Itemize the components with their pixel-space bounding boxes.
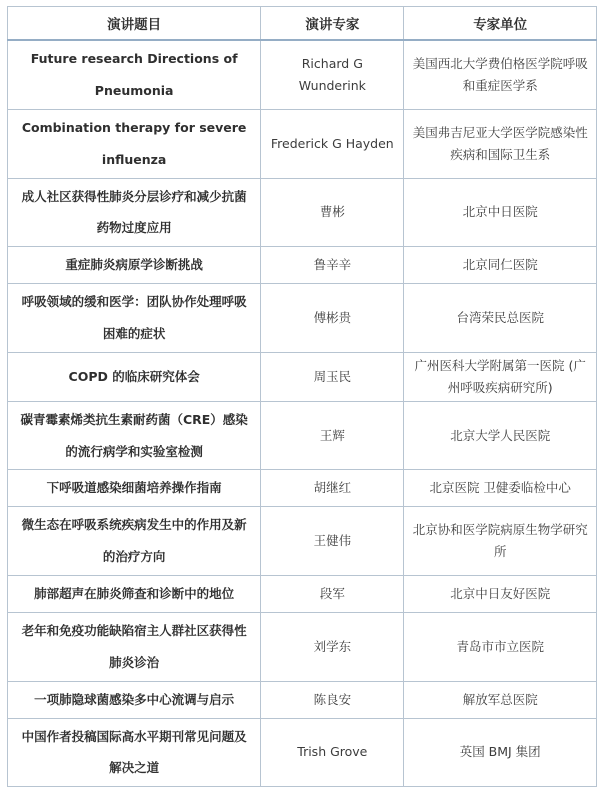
speaker-org-cell: 北京大学人民医院 — [404, 401, 597, 470]
table-body — [8, 40, 597, 787]
speaker-org-cell: 北京中日友好医院 — [404, 576, 597, 613]
column-header-org: 专家单位 — [404, 7, 597, 41]
speaker-name-cell: Trish Grove — [261, 718, 404, 787]
talk-title-cell: 重症肺炎病原学诊断挑战 — [8, 247, 261, 284]
speaker-name-cell: Frederick G Hayden — [261, 109, 404, 178]
table-row — [8, 612, 597, 681]
speaker-name-cell: Richard G Wunderink — [261, 40, 404, 109]
column-header-speaker: 演讲专家 — [261, 7, 404, 41]
talk-title-cell: 一项肺隐球菌感染多中心流调与启示 — [8, 681, 261, 718]
speaker-name-cell: 刘学东 — [261, 612, 404, 681]
talk-title-cell: COPD 的临床研究体会 — [8, 352, 261, 401]
speaker-name-cell: 段军 — [261, 576, 404, 613]
speaker-org-cell: 广州医科大学附属第一医院 (广州呼吸疾病研究所) — [404, 352, 597, 401]
speaker-name-cell: 胡继红 — [261, 470, 404, 507]
talk-title-cell: 下呼吸道感染细菌培养操作指南 — [8, 470, 261, 507]
table-row — [8, 718, 597, 787]
column-header-title: 演讲题目 — [8, 7, 261, 41]
speaker-org-cell: 英国 BMJ 集团 — [404, 718, 597, 787]
speaker-name-cell: 鲁辛辛 — [261, 247, 404, 284]
talk-title-cell: 碳青霉素烯类抗生素耐药菌（CRE）感染的流行病学和实验室检测 — [8, 401, 261, 470]
speaker-org-cell: 美国西北大学费伯格医学院呼吸和重症医学系 — [404, 40, 597, 109]
speaker-org-cell: 解放军总医院 — [404, 681, 597, 718]
speaker-name-cell: 王健伟 — [261, 507, 404, 576]
talk-title-cell: 中国作者投稿国际高水平期刊常见问题及解决之道 — [8, 718, 261, 787]
table-row — [8, 507, 597, 576]
table-row — [8, 247, 597, 284]
table-row — [8, 401, 597, 470]
speaker-org-cell: 北京协和医学院病原生物学研究所 — [404, 507, 597, 576]
table-row — [8, 470, 597, 507]
speaker-org-cell: 北京同仁医院 — [404, 247, 597, 284]
table-row — [8, 284, 597, 353]
table-row — [8, 40, 597, 109]
talk-title-cell: 成人社区获得性肺炎分层诊疗和减少抗菌药物过度应用 — [8, 178, 261, 247]
table-header — [8, 7, 597, 41]
table-row — [8, 352, 597, 401]
speaker-org-cell: 北京中日医院 — [404, 178, 597, 247]
speaker-name-cell: 陈良安 — [261, 681, 404, 718]
talk-title-cell: 老年和免疫功能缺陷宿主人群社区获得性肺炎诊治 — [8, 612, 261, 681]
talk-title-cell: Combination therapy for severe influenza — [8, 109, 261, 178]
talk-title-cell: 呼吸领域的缓和医学：团队协作处理呼吸困难的症状 — [8, 284, 261, 353]
speaker-name-cell: 王辉 — [261, 401, 404, 470]
table-row — [8, 681, 597, 718]
speaker-name-cell: 傅彬贵 — [261, 284, 404, 353]
speaker-org-cell: 台湾荣民总医院 — [404, 284, 597, 353]
speakers-table — [7, 6, 597, 787]
speaker-org-cell: 美国弗吉尼亚大学医学院感染性疾病和国际卫生系 — [404, 109, 597, 178]
speaker-name-cell: 周玉民 — [261, 352, 404, 401]
talk-title-cell: 肺部超声在肺炎筛查和诊断中的地位 — [8, 576, 261, 613]
talk-title-cell: Future research Directions of Pneumonia — [8, 40, 261, 109]
table-row — [8, 576, 597, 613]
speaker-org-cell: 北京医院 卫健委临检中心 — [404, 470, 597, 507]
header-row — [8, 7, 597, 41]
table-row — [8, 178, 597, 247]
table-row — [8, 109, 597, 178]
speaker-name-cell: 曹彬 — [261, 178, 404, 247]
speaker-org-cell: 青岛市市立医院 — [404, 612, 597, 681]
talk-title-cell: 微生态在呼吸系统疾病发生中的作用及新的治疗方向 — [8, 507, 261, 576]
